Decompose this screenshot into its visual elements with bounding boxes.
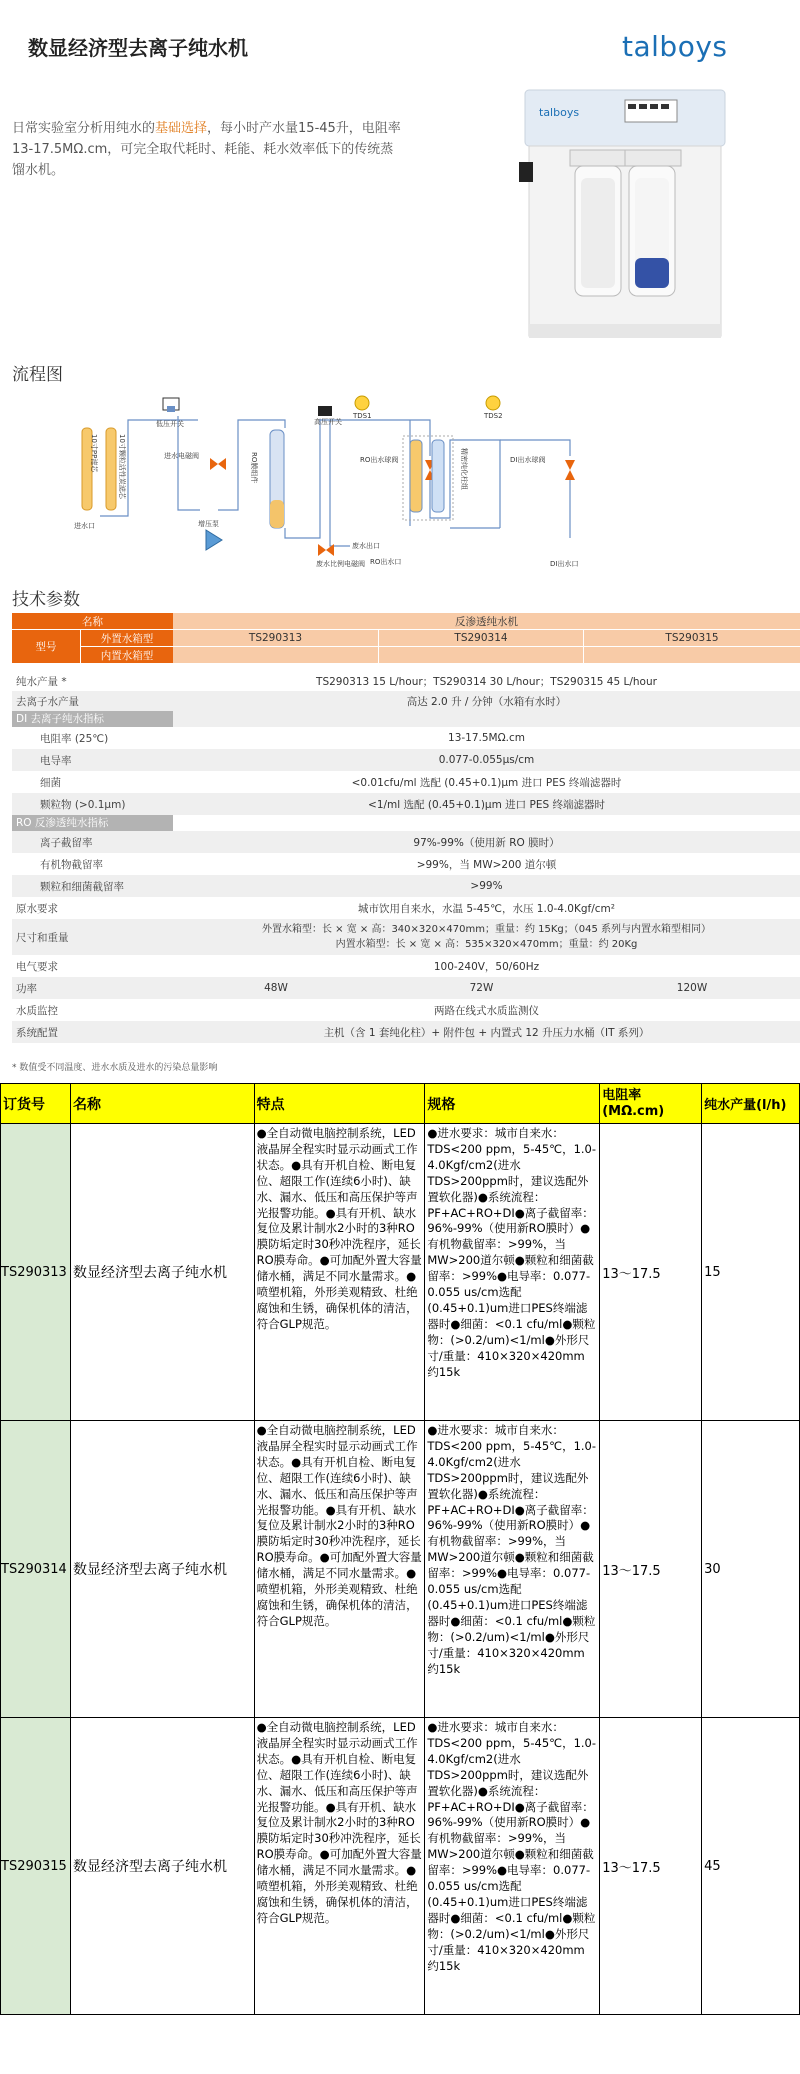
flow-label-ro-valve: RO出水球阀	[360, 456, 399, 464]
spec-group-header	[12, 711, 800, 727]
spec-power-3: 120W	[676, 982, 708, 994]
order-output: 45	[702, 1718, 800, 2015]
spec-label: 离子截留率	[40, 836, 93, 849]
flow-label-di-column: 精密纯化柱组	[460, 448, 468, 490]
spec-value-line2: 内置水箱型：长 × 宽 × 高：535×320×470mm；重量：约 20Kg	[335, 939, 638, 950]
spec-row	[12, 793, 800, 815]
spec-label: 尺寸和重量	[16, 931, 69, 944]
spec-int-label: 内置水箱型	[80, 646, 173, 663]
spec-value: <0.01cfu/ml 选配 (0.45+0.1)μm 进口 PES 终端滤器时	[351, 776, 622, 789]
intro-highlight: 基础选择	[155, 121, 208, 136]
spec-row	[12, 771, 800, 793]
spec-row	[12, 977, 800, 999]
order-features: ●全自动微电脑控制系统，LED液晶屏全程实时显示动画式工作状态。●具有开机自检、断电复位、超限工作(连续6小时)、缺水、漏水、低压和高压保护等声光报警功能。●具有开机、缺水复位及累计制水2小时的3种RO膜防垢定时30秒冲洗程序，延长RO膜寿命。●可加配外置大容量储水桶，满足不同水量需求。●喷塑机箱，外形美观精致、杜绝腐蚀和生锈，确保机体的清洁，符合GLP规范。	[254, 1124, 425, 1421]
spec-label: 功率	[16, 982, 37, 995]
spec-row	[12, 999, 800, 1021]
spec-label: 去离子水产量	[16, 695, 79, 708]
order-header-name: 名称	[70, 1084, 254, 1124]
order-features: ●全自动微电脑控制系统，LED液晶屏全程实时显示动画式工作状态。●具有开机自检、断电复位、超限工作(连续6小时)、缺水、漏水、低压和高压保护等声光报警功能。●具有开机、缺水复位及累计制水2小时的3种RO膜防垢定时30秒冲洗程序，延长RO膜寿命。●可加配外置大容量储水桶，满足不同水量需求。●喷塑机箱，外形美观精致、杜绝腐蚀和生锈，确保机体的清洁，符合GLP规范。	[254, 1421, 425, 1718]
flow-label-ro-out: RO出水口	[370, 558, 402, 566]
spec-power-2: 72W	[469, 982, 494, 994]
spec-group-header	[12, 815, 800, 831]
spec-row	[12, 875, 800, 897]
order-output: 30	[702, 1421, 800, 1718]
flow-diagram	[70, 378, 710, 578]
flow-label-inlet: 进水口	[74, 522, 95, 530]
spec-label: 原水要求	[16, 902, 58, 915]
spec-row	[12, 955, 800, 977]
spec-row	[12, 671, 800, 691]
flow-label-di-valve: DI出水球阀	[510, 456, 546, 464]
spec-value: >99%，当 MW>200 道尔顿	[416, 858, 557, 871]
order-header-specs: 规格	[425, 1084, 600, 1124]
order-header-resistivity: 电阻率(MΩ.cm)	[600, 1084, 702, 1124]
spec-ext-label: 外置水箱型	[80, 629, 173, 646]
spec-label: 电导率	[40, 754, 72, 767]
spec-value: 100-240V，50/60Hz	[433, 960, 540, 973]
spec-row	[12, 831, 800, 853]
order-specs: ●进水要求：城市自来水：TDS<200 ppm，5-45℃，1.0-4.0Kgf/cm2(进水TDS>200ppm时，建议选配外置软化器)●系统流程：PF+AC+RO+DI●离子截留率：96%-99%（使用新RO膜时）●有机物截留率：>99%，当MW>200道尔顿●颗粒和细菌截留率：>99%●电导率：0.077-0.055 us/cm选配(0.45+0.1)um进口PES终端滤器时●细菌：<0.1 cfu/ml●颗粒物：(>0.2/um)<1/ml●外形尺寸/重量：410×320×420mm 约15k	[425, 1718, 600, 2015]
order-code: TS290313	[1, 1124, 71, 1421]
spec-row	[12, 727, 800, 749]
spec-row	[12, 691, 800, 711]
spec-value-line1: 外置水箱型：长 × 宽 × 高：340×320×470mm；重量：约 15Kg；（045 系列与内置水箱型相同）	[261, 924, 712, 935]
spec-model-2: TS290314	[379, 630, 584, 646]
order-resistivity: 13～17.5	[600, 1718, 702, 2015]
order-table	[0, 1083, 800, 2015]
spec-row	[12, 897, 800, 919]
order-name: 数显经济型去离子纯水机	[70, 1421, 254, 1718]
spec-value: 97%-99%（使用新 RO 膜时）	[413, 836, 560, 849]
spec-table	[12, 613, 800, 1043]
spec-row-name	[12, 613, 800, 629]
spec-value: 城市饮用自来水，水温 5-45℃，水压 1.0-4.0Kgf/cm²	[358, 902, 615, 915]
spec-value: 两路在线式水质监测仪	[434, 1004, 539, 1017]
order-code: TS290315	[1, 1718, 71, 2015]
spec-name-label: 名称	[12, 613, 173, 629]
order-code: TS290314	[1, 1421, 71, 1718]
spec-label: 细菌	[40, 776, 61, 789]
order-resistivity: 13～17.5	[600, 1124, 702, 1421]
spec-label: 有机物截留率	[40, 858, 103, 871]
page-title: 数显经济型去离子纯水机	[28, 36, 248, 60]
flow-label-ro: RO膜组件	[250, 452, 258, 484]
spec-value: 主机（含 1 套纯化柱）+ 附件包 + 内置式 12 升压力水桶（IT 系列）	[323, 1026, 650, 1039]
spec-row	[12, 919, 800, 955]
flow-label-low-switch: 低压开关	[156, 420, 184, 428]
flow-label-tds1: TDS1	[353, 412, 372, 420]
order-header-row	[1, 1084, 800, 1124]
spec-label: 水质监控	[16, 1004, 58, 1017]
flow-label-high-switch: 高压开关	[314, 418, 342, 426]
order-name: 数显经济型去离子纯水机	[70, 1718, 254, 2015]
spec-name-value: 反渗透纯水机	[173, 613, 800, 629]
flow-label-tds2: TDS2	[484, 412, 503, 420]
spec-row	[12, 853, 800, 875]
flow-label-di-out: DI出水口	[550, 560, 579, 568]
spec-power-1: 48W	[264, 982, 288, 994]
spec-model-3: TS290315	[584, 630, 800, 646]
spec-value: 0.077-0.055μs/cm	[438, 754, 535, 766]
order-features: ●全自动微电脑控制系统，LED液晶屏全程实时显示动画式工作状态。●具有开机自检、断电复位、超限工作(连续6小时)、缺水、漏水、低压和高压保护等声光报警功能。●具有开机、缺水复位及累计制水2小时的3种RO膜防垢定时30秒冲洗程序，延长RO膜寿命。●可加配外置大容量储水桶，满足不同水量需求。●喷塑机箱，外形美观精致、杜绝腐蚀和生锈，确保机体的清洁，符合GLP规范。	[254, 1718, 425, 2015]
spec-model-label: 型号	[12, 629, 80, 663]
brand-logo: talboys	[622, 30, 728, 63]
flow-label-waste-out: 废水出口	[352, 542, 380, 550]
photo-brand: talboys	[539, 106, 580, 119]
intro-text	[12, 118, 402, 181]
order-name: 数显经济型去离子纯水机	[70, 1124, 254, 1421]
spec-row	[12, 749, 800, 771]
spec-label: 颗粒物 (>0.1μm)	[40, 798, 126, 811]
spec-row	[12, 1021, 800, 1043]
tech-section-title: 技术参数	[12, 590, 80, 610]
order-specs: ●进水要求：城市自来水：TDS<200 ppm，5-45℃，1.0-4.0Kgf/cm2(进水TDS>200ppm时，建议选配外置软化器)●系统流程：PF+AC+RO+DI●离子截留率：96%-99%（使用新RO膜时）●有机物截留率：>99%，当MW>200道尔顿●颗粒和细菌截留率：>99%●电导率：0.077-0.055 us/cm选配(0.45+0.1)um进口PES终端滤器时●细菌：<0.1 cfu/ml●颗粒物：(>0.2/um)<1/ml●外形尺寸/重量：410×320×420mm 约15k	[425, 1124, 600, 1421]
spec-value: >99%	[470, 880, 503, 892]
order-header-output: 纯水产量(l/h)	[702, 1084, 800, 1124]
spec-label: 系统配置	[16, 1026, 58, 1039]
spec-group-di: DI 去离子纯水指标	[12, 711, 173, 727]
table-row	[1, 1124, 800, 1421]
flow-label-pump: 增压泵	[198, 520, 219, 528]
order-header-features: 特点	[254, 1084, 425, 1124]
intro-post: ，每小时产水量15-45升，电阻率13-17.5MΩ.cm，可完全取代耗时、耗能、耗水效率低下的传统蒸馏水机。	[12, 121, 401, 178]
spec-note: * 数值受不同温度、进水水质及进水的污染总量影响	[12, 1063, 218, 1073]
spec-value: TS290313 15 L/hour；TS290314 30 L/hour；TS290315 45 L/hour	[316, 675, 657, 688]
flow-label-inlet-valve: 进水电磁阀	[164, 452, 199, 460]
spec-group-ro: RO 反渗透纯水指标	[12, 815, 173, 831]
flow-label-filter1: 10寸PP滤芯	[90, 434, 98, 473]
spec-value: 13-17.5MΩ.cm	[448, 732, 525, 744]
order-output: 15	[702, 1124, 800, 1421]
flow-label-waste-valve: 废水比例电磁阀	[316, 560, 365, 568]
spec-label: 纯水产量 *	[16, 675, 67, 688]
spec-label: 颗粒和细菌截留率	[40, 880, 124, 893]
spec-row-model	[12, 629, 800, 663]
flow-label-filter2: 10寸颗粒活性炭滤芯	[118, 434, 126, 499]
intro-pre: 日常实验室分析用纯水的	[12, 121, 156, 136]
table-row	[1, 1421, 800, 1718]
flow-section-title: 流程图	[12, 365, 63, 385]
spec-model-1: TS290313	[173, 630, 379, 646]
spec-label: 电阻率 (25℃)	[40, 732, 109, 745]
spec-value: <1/ml 选配 (0.45+0.1)μm 进口 PES 终端滤器时	[368, 798, 605, 811]
table-row	[1, 1718, 800, 2015]
order-header-code: 订货号	[1, 1084, 71, 1124]
spec-value: 高达 2.0 升 / 分钟（水箱有水时）	[406, 695, 567, 708]
order-resistivity: 13～17.5	[600, 1421, 702, 1718]
order-specs: ●进水要求：城市自来水：TDS<200 ppm，5-45℃，1.0-4.0Kgf/cm2(进水TDS>200ppm时，建议选配外置软化器)●系统流程：PF+AC+RO+DI●离子截留率：96%-99%（使用新RO膜时）●有机物截留率：>99%，当MW>200道尔顿●颗粒和细菌截留率：>99%●电导率：0.077-0.055 us/cm选配(0.45+0.1)um进口PES终端滤器时●细菌：<0.1 cfu/ml●颗粒物：(>0.2/um)<1/ml●外形尺寸/重量：410×320×420mm 约15k	[425, 1421, 600, 1718]
product-photo	[515, 88, 735, 350]
spec-label: 电气要求	[16, 960, 58, 973]
